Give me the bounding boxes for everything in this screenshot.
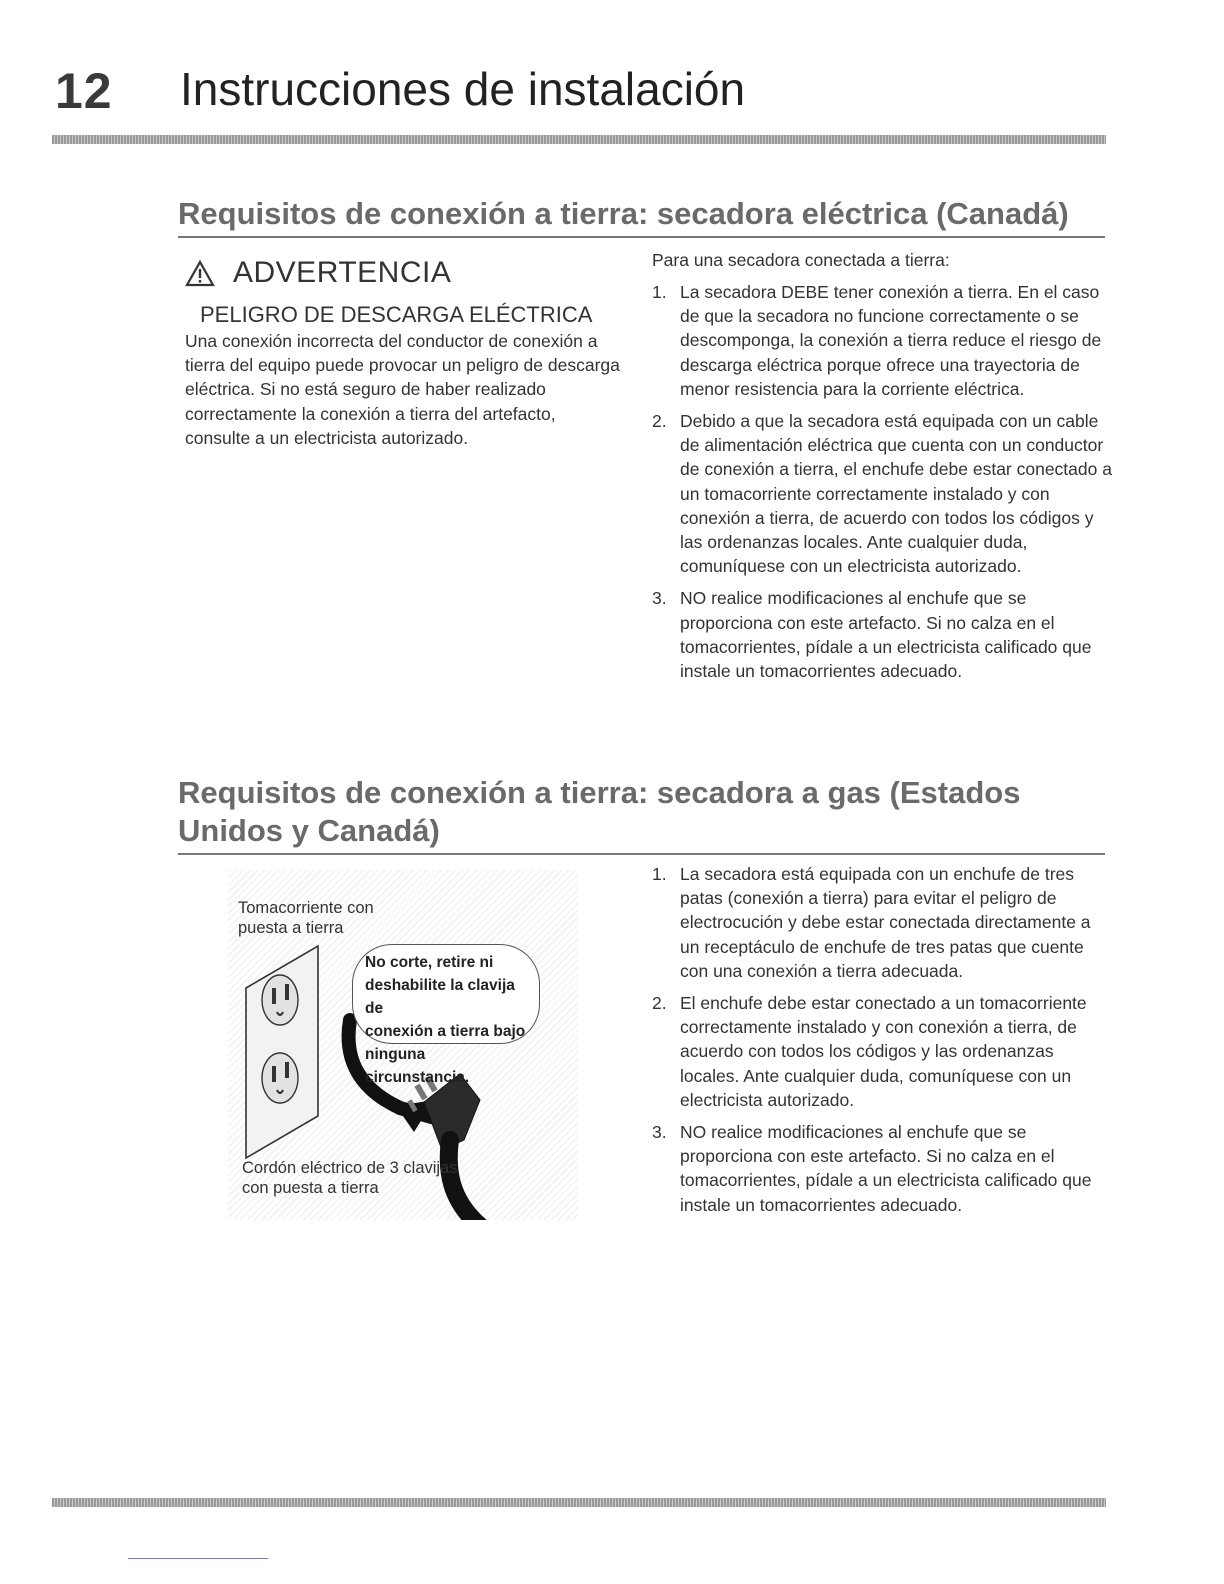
- cord-label-line2: con puesta a tierra: [242, 1179, 379, 1197]
- section1-heading: Requisitos de conexión a tierra: secadora eléctrica (Canadá): [178, 196, 1069, 231]
- page-title: Instrucciones de instalación: [180, 63, 746, 115]
- section2-heading: [178, 774, 1020, 850]
- callout-line4: ninguna circunstancia.: [365, 1046, 470, 1086]
- outlet-label-line2: puesta a tierra: [238, 919, 344, 937]
- warning-title: [185, 256, 451, 290]
- step-number: 1.: [652, 282, 667, 302]
- footer-divider: [52, 1498, 1106, 1507]
- footer-underline: [128, 1558, 268, 1559]
- warning-body: Una conexión incorrecta del conductor de conexión a tierra del equipo puede provocar un peligro de descarga eléctrica. Si no está seguro de haber realizado correctamente la conexión a tierra del artefacto, consulte a un electricista autorizado.: [185, 331, 620, 448]
- receptacle-upper: [262, 975, 298, 1025]
- warning-callout: [352, 944, 540, 1086]
- callout-line2: deshabilite la clavija de: [365, 977, 515, 1017]
- step-number: 3.: [652, 588, 667, 609]
- warning-subtitle: PELIGRO DE DESCARGA ELÉCTRICA: [200, 302, 593, 327]
- cord-label-line1: Cordón eléctrico de 3 clavijas: [242, 1159, 458, 1177]
- step-text: La secadora está equipada con un enchufe de tres patas (conexión a tierra) para evitar el peligro de electrocución y debe estar conectada directamente a un receptáculo de enchufe de tres patas que cuente con una conexión a tierra adecuada.: [680, 864, 1091, 981]
- step-text: El enchufe debe estar conectado a un tomacorriente correctamente instalado y con conexión a tierra, de acuerdo con todos los códigos y las ordenanzas locales. Ante cualquier duda, comuníquese con un electricista autorizado.: [680, 993, 1087, 1110]
- section2-divider: [178, 853, 1105, 855]
- step-number: 3.: [652, 1122, 667, 1143]
- list-item: [652, 280, 1112, 401]
- callout-line1: No corte, retire ni: [365, 954, 494, 971]
- list-item: [652, 991, 1112, 1112]
- section2-steps: [652, 862, 1112, 1225]
- page-number: 12: [55, 63, 113, 119]
- step-text: NO realice modificaciones al enchufe que se proporciona con este artefacto. Si no calza en el tomacorrientes, pídale a un electricista calificado que instale un tomacorrientes adecuado.: [680, 1122, 1092, 1215]
- grounded-outlet-figure: [228, 870, 578, 1220]
- step-number: 2.: [652, 411, 667, 432]
- step-text: Debido a que la secadora está equipada con un cable de alimentación eléctrica que cuenta con un conductor de conexión a tierra, el enchufe debe estar conectado a un tomacorriente correctamente instalado y con conexión a tierra, de acuerdo con todos los códigos y las ordenanzas locales. Ante cualquier duda, comuníquese con un electricista autorizado.: [680, 411, 1112, 577]
- list-item: [652, 1120, 1112, 1217]
- list-item: [652, 409, 1112, 578]
- section2-heading-line1: Requisitos de conexión a tierra: secadora a gas (Estados: [178, 775, 1021, 810]
- section1-intro: Para una secadora conectada a tierra:: [652, 250, 950, 270]
- cord-label: [242, 1158, 458, 1198]
- step-text: La secadora DEBE tener conexión a tierra. En el caso de que la secadora no funcione correctamente o se descomponga, la conexión a tierra reduce el riesgo de descarga eléctrica porque ofrece una trayectoria de menor resistencia para la corriente eléctrica.: [680, 282, 1102, 399]
- step-number: 2.: [652, 993, 667, 1014]
- section1-steps: [652, 280, 1112, 691]
- outlet-label-line1: Tomacorriente con: [238, 899, 374, 917]
- header-divider: [52, 135, 1106, 144]
- step-number: 1.: [652, 864, 667, 884]
- warning-title-text: ADVERTENCIA: [233, 256, 452, 289]
- section2-heading-line2: Unidos y Canadá): [178, 813, 440, 848]
- three-prong-plug: [407, 1074, 480, 1220]
- list-item: [652, 586, 1112, 683]
- callout-line3: conexión a tierra bajo: [365, 1023, 526, 1040]
- step-text: NO realice modificaciones al enchufe que se proporciona con este artefacto. Si no calza en el tomacorrientes, pídale a un electricista calificado que instale un tomacorrientes adecuado.: [680, 588, 1092, 682]
- section1-divider: [178, 236, 1105, 238]
- list-item: [652, 862, 1112, 983]
- warning-triangle-icon: [185, 260, 215, 287]
- receptacle-lower: [262, 1053, 298, 1103]
